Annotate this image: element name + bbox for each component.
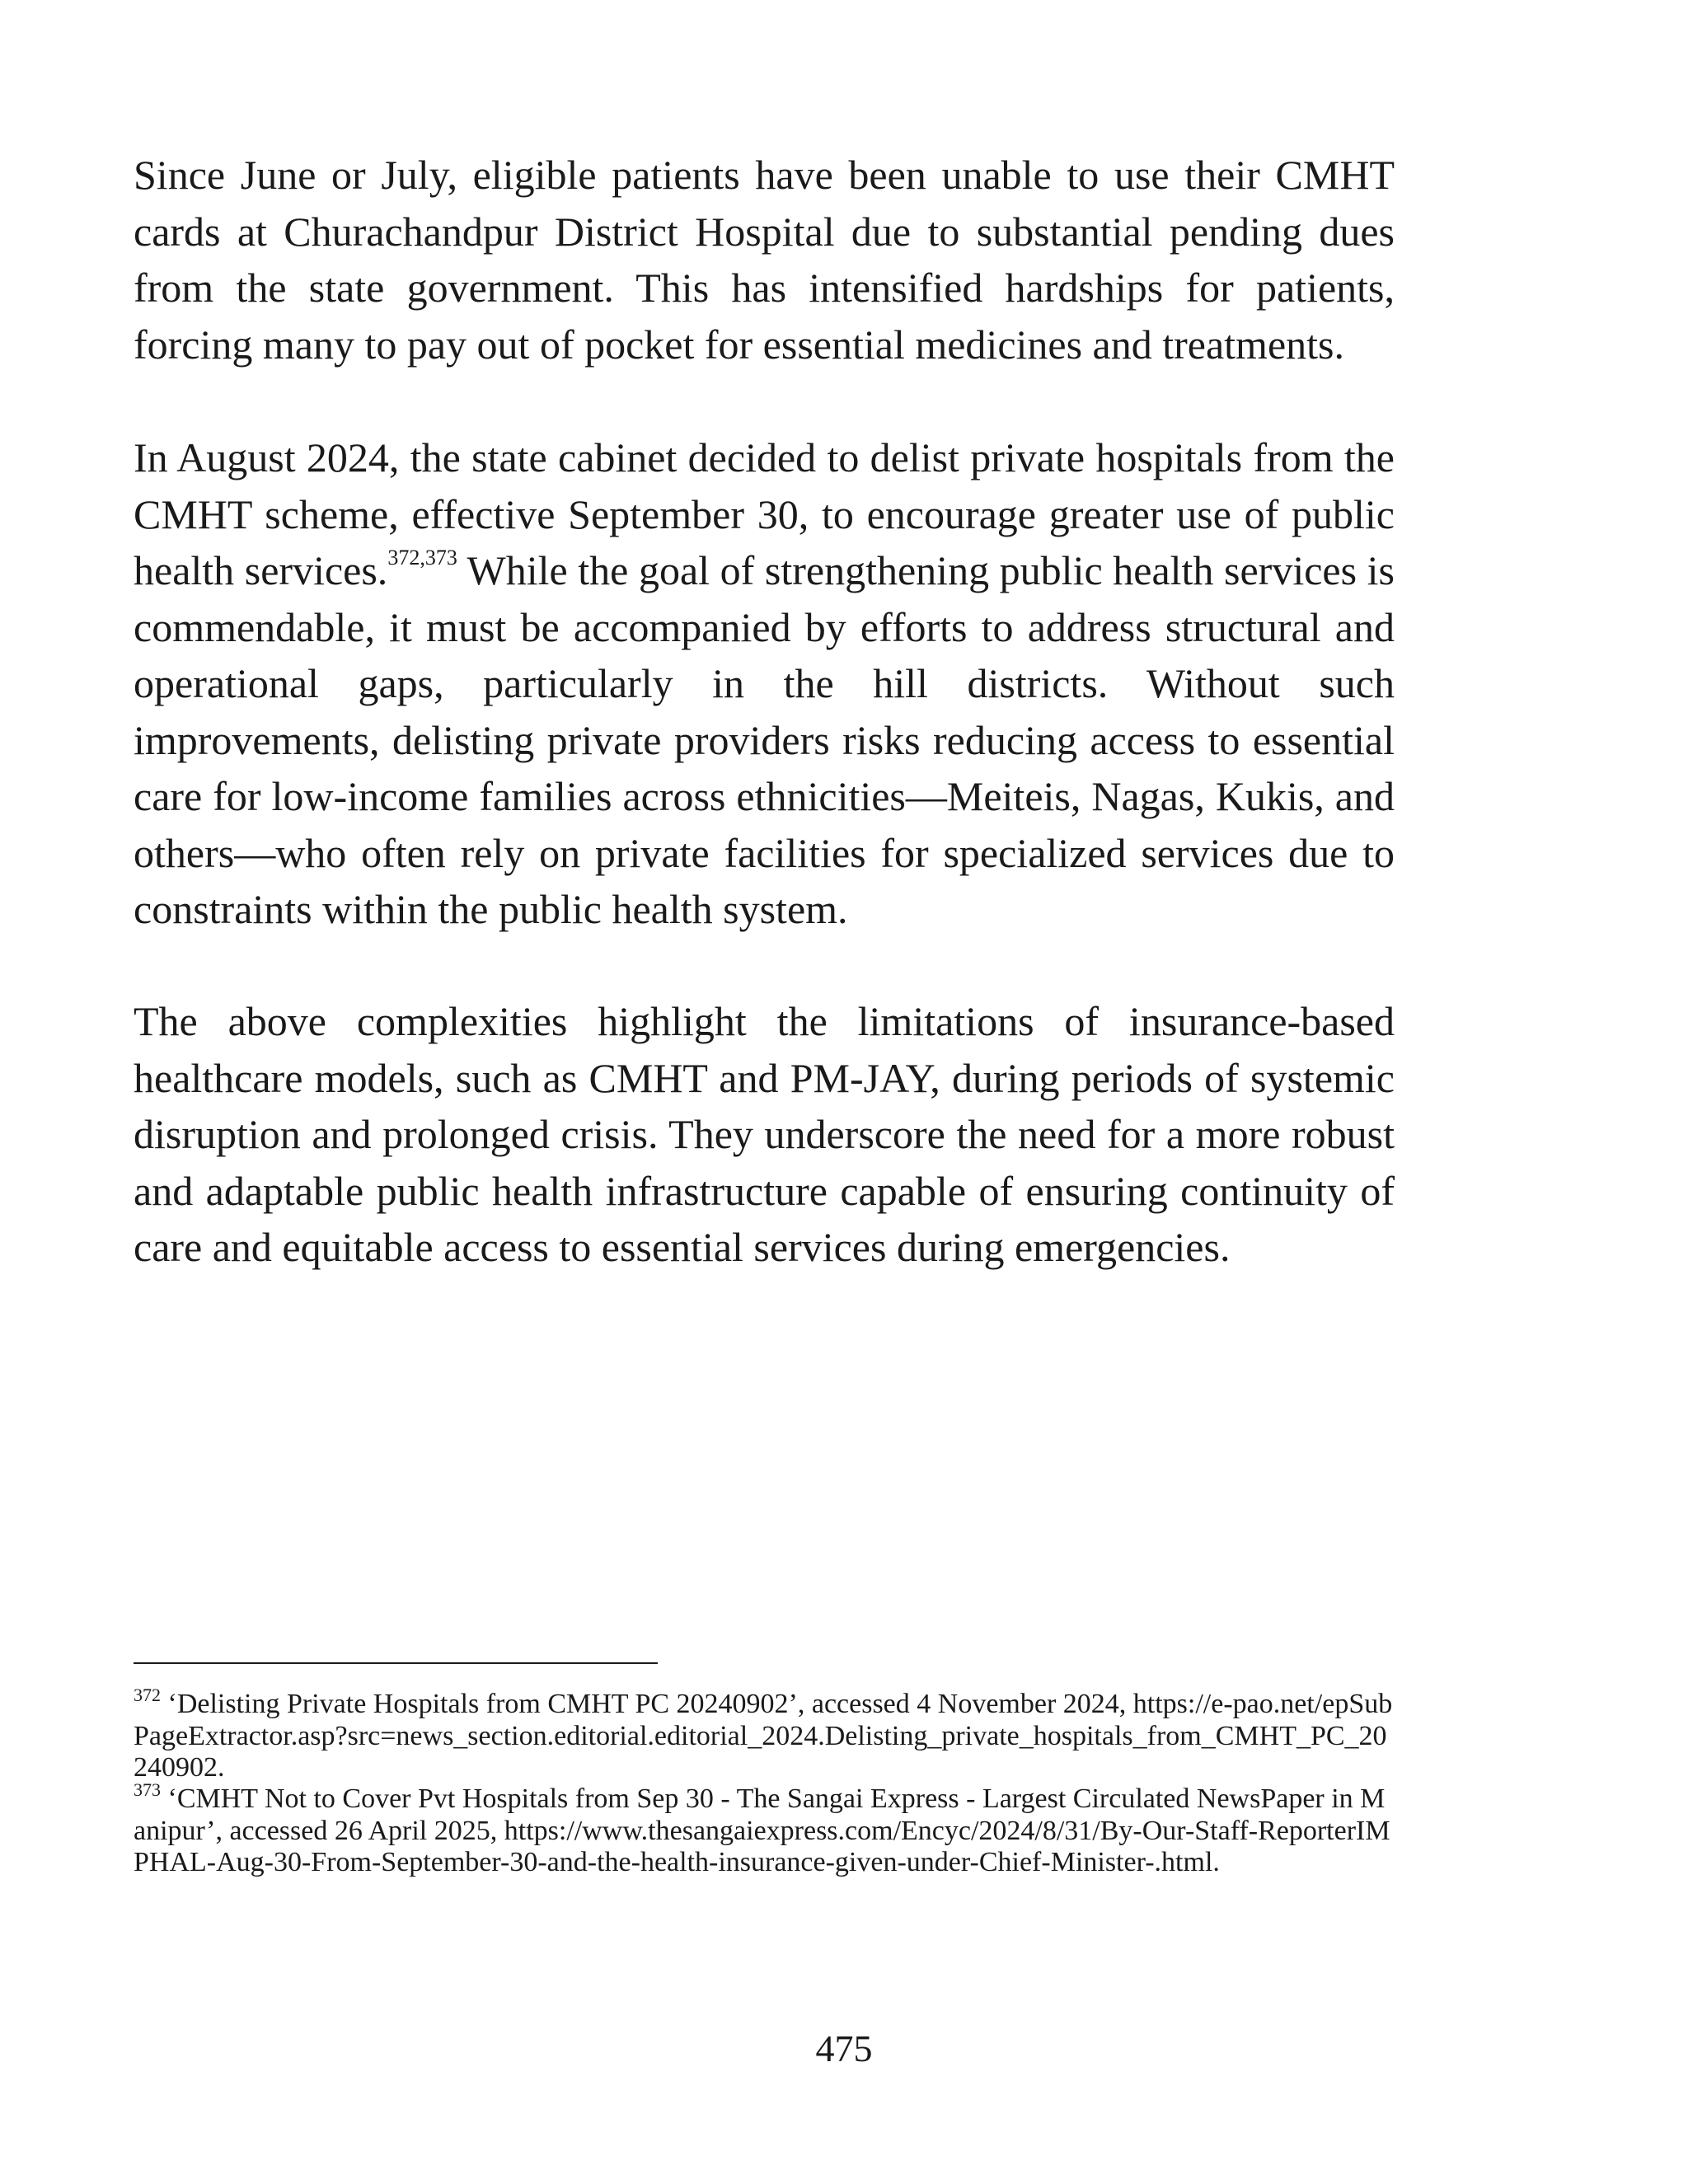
paragraph-2-text-before: In August 2024, the state cabinet decided to delist private hospitals from the CMHT scheme, effective September 30, to encourage greater use of public health services. — [134, 434, 1395, 593]
footnote-text: ‘CMHT Not to Cover Pvt Hospitals from Sep 30 - The Sangai Express - Largest Circulated NewsPaper in Manipur’, accessed 26 April 2025, https://www.thesangaiexpress.com/Encyc/2024/8/31/By-Our-Staff-ReporterIMPHAL-Aug-30-From-September-30-and-the-health-insurance-given-under-Chief-Minister-.html. — [134, 1783, 1390, 1877]
footnote-372 — [134, 1684, 1395, 1784]
paragraph-3-text: The above complexities highlight the limitations of insurance-based healthcare models, such as CMHT and PM-JAY, during periods of systemic disruption and prolonged crisis. They underscore the need for a more robust and adaptable public health infrastructure capable of ensuring continuity of care and equitable access to essential services during emergencies. — [134, 998, 1395, 1270]
paragraph-1-text: Since June or July, eligible patients have been unable to use their CMHT cards at Churachandpur District Hospital due to substantial pending dues from the state government. This has intensified hardships for patients, forcing many to pay out of pocket for essential medicines and treatments. — [134, 152, 1395, 368]
footnote-text: ‘Delisting Private Hospitals from CMHT PC 20240902’, accessed 4 November 2024, https://e-pao.net/epSubPageExtractor.asp?src=news_section.editorial.editorial_2024.Delisting_private_hospitals_from_CMHT_PC_20240902. — [134, 1689, 1393, 1783]
paragraph-2-text-after: While the goal of strengthening public health services is commendable, it must be accompanied by efforts to address structural and operational gaps, particularly in the hill districts. Without such improvements, delisting private providers risks reducing access to essential care for low-income families across ethnicities—Meiteis, Nagas, Kukis, and others—who often rely on private facilities for specialized services due to constraints within the public health system. — [134, 547, 1395, 932]
footnote-number: 373 — [134, 1779, 161, 1800]
footnote-separator — [134, 1662, 658, 1664]
page-number: 475 — [815, 2027, 873, 2069]
footnote-reference-372-373: 372,373 — [387, 546, 457, 570]
body-paragraph-2 — [134, 429, 1395, 938]
body-paragraph-1 — [134, 147, 1395, 373]
footnote-number: 372 — [134, 1684, 161, 1705]
footnote-373 — [134, 1779, 1395, 1879]
body-paragraph-3 — [134, 993, 1395, 1276]
